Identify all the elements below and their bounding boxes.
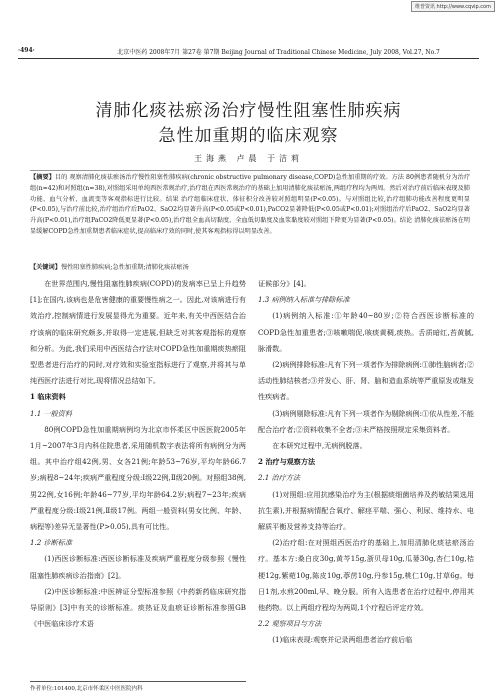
title-line-1: 清肺化痰祛瘀汤治疗慢性阻塞性肺疾病 bbox=[95, 101, 402, 121]
journal-info: 北京中医药 2008年7月 第27卷 第7期 Beijing Journal of Traditional Chinese Medicine, July 2008, Vol.27, No.7 bbox=[117, 49, 440, 56]
right-column bbox=[258, 276, 474, 649]
paragraph: (1)西医诊断标准:西医诊断标准及疾病严重程度分级参照《慢性阻塞性肺疾病诊治指南》[2]。 bbox=[30, 554, 246, 580]
section-heading: 2 治疗与观察方法 bbox=[258, 457, 316, 467]
keywords bbox=[30, 262, 470, 271]
section-heading: 1 临床资料 bbox=[30, 392, 66, 402]
authors: 王海燕 卢晨 于洁莉 bbox=[193, 154, 304, 163]
intro-paragraph: 在世界范围内,慢性阻塞性肺疾病(COPD)的发病率已呈上升趋势[1];在国内,该病也是危害健康的重要慢性病之一。因此,对该病进行有效治疗,控制病情进行发展显得尤为重要。近年来,有关中西医结合治疗该病的临床研究颇多,并取得一定进展,但缺乏对其客观指标的观察和分析。为此,我们采用中西医结合疗法对COPD急性加重期痰热瘀阻型患者进行治疗的同时,对疗效和实验室指标进行了观察,并将其与单纯西医疗法进行对比,现将情况总结如下。 bbox=[30, 279, 246, 386]
author-affiliation-footnote: 作者单位:101400,北京市怀柔区中医医院内科 bbox=[30, 681, 246, 692]
abstract-text: 目的 观察清肺化痰祛瘀汤治疗慢性阻塞性肺疾病(chronic obstructive pulmonary disease,COPD)急性加重期的疗效。方法 80例患者随机分为治疗组(n=42)和对照组(n=38),对照组采用单纯西医常规治疗,治疗组在西医常规治疗的基础上加用清肺化痰祛瘀汤,两组疗程均为两周。然后对治疗前后临床表现及肺功能、血气分析、血流变等客观指标进行比较。结果 治疗组临床症状、体征积分改善较对照组明显(P<0.05)。与对照组比较,治疗组肺功能改善程度更明显(P<0.05),与治疗前比较,治疗组治疗后PaO2、SaO2均显著升高(P<0.05或P<0.01),PaCO2显著降低(P<0.05或P<0.01);对照组治疗后PaO2、SaO2均显著升高(P<0.01),治疗组PaCO2降低更显著(P<0.05),治疗组全血高切黏度、全血低切黏度及血浆黏度较对照组下降更为显著(P<0.05)。结论 清肺化痰祛瘀汤在明显缓解COPD急性加重期患者临床症状,提高临床疗效的同时,使其客观指标得以明显改善。 bbox=[30, 174, 471, 235]
abstract bbox=[30, 170, 470, 238]
subsection-heading: 2.2 观察项目与方法 bbox=[258, 619, 322, 629]
paragraph: (2)治疗组:在对照组西医治疗的基础上,加用清肺化痰祛瘀汤治疗。基本方:桑白皮30g,黄芩15g,浙贝母10g,瓜蒌30g,杏仁10g,桔梗12g,紫菀10g,陈皮10g,葶苈10g,丹参15g,桃仁10g,甘草6g。每日1剂,水煎200ml,早、晚分服。所有入选患者在治疗过程中,停用其他药物。以上两组疗程均为两周,1个疗程后评定疗效。 bbox=[258, 538, 474, 613]
paragraph: 证候部分》[4]。 bbox=[258, 279, 311, 288]
keywords-text: 慢性阻塞性肺疾病;急性加重期;清肺化痰祛瘀汤 bbox=[60, 264, 189, 271]
subsection-heading: 2.1 治疗方法 bbox=[258, 473, 300, 483]
keywords-label: 【关键词】 bbox=[30, 264, 61, 271]
paragraph: (2)中医诊断标准:中医辨证分型标准参照《中药新药临床研究指导原则》[3]中有关的诊断标准。痰热证及血瘀证诊断标准参照GB《中医临床诊疗术语 bbox=[30, 586, 246, 629]
paragraph: (1)病例纳入标准:①年龄40~80岁;②符合西医诊断标准的COPD急性加重患者;③咳嗽喘促,咳痰黄稠,痰热。舌质暗红,苔黄腻,脉滑数。 bbox=[258, 311, 474, 353]
running-header bbox=[18, 47, 479, 59]
page-number: ·494· bbox=[18, 47, 35, 54]
left-column bbox=[30, 276, 246, 632]
paragraph: (3)病例剔除标准:凡有下列一项者作为剔除病例:①依从性差,不能配合治疗者;②资料收集不全者;③未严格按照规定采集资料者。 bbox=[258, 408, 474, 434]
title-line-2: 急性加重期的临床观察 bbox=[158, 126, 339, 146]
paragraph: (1)对照组:应用抗感染治疗为主(根据痰细菌培养及药敏结果选用抗生素),并根据病情配合氧疗、解痉平喘、强心、利尿、维持水、电解质平衡及营养支持等治疗。 bbox=[258, 489, 474, 532]
paragraph: (2)病例排除标准:凡有下列一项者作为排除病例:①肺性脑病者;②活动性肺结核者;③并发心、肝、肾、脑和造血系统等严重原发或继发性疾病者。 bbox=[258, 360, 474, 402]
paragraph: 在本研究过程中,无病例脱落。 bbox=[272, 441, 367, 451]
paragraph: (1)临床表现:观察并记录两组患者治疗前后临 bbox=[272, 635, 413, 645]
subsection-heading: 1.3 病例纳入标准与排除标准 bbox=[258, 295, 350, 305]
abstract-label: 【摘要】 bbox=[30, 174, 55, 181]
watermark: 维普资讯 http://www.cqvip.com bbox=[411, 1, 495, 12]
subsection-heading: 1.1 一般资料 bbox=[30, 408, 72, 418]
paragraph: 80例COPD急性加重期病例均为北京市怀柔区中医医院2005年1月~2007年3月内科住院患者,采用随机数字表法将所有病例分为两组。其中治疗组42例,男、女各21例;年龄53~76岁,平均年龄66.7岁;病程8~24年;疾病严重程度分级:Ⅰ级22例,Ⅱ级20例。对照组38例,男22例,女16例;年龄46~77岁,平均年龄64.2岁;病程7~23年;疾病严重程度分级:Ⅰ级21例,Ⅱ级17例。两组一般资料(男女比例、年龄、病程等)差异无显著性(P>0.05),具有可比性。 bbox=[30, 424, 246, 532]
subsection-heading: 1.2 诊断标准 bbox=[30, 538, 72, 548]
